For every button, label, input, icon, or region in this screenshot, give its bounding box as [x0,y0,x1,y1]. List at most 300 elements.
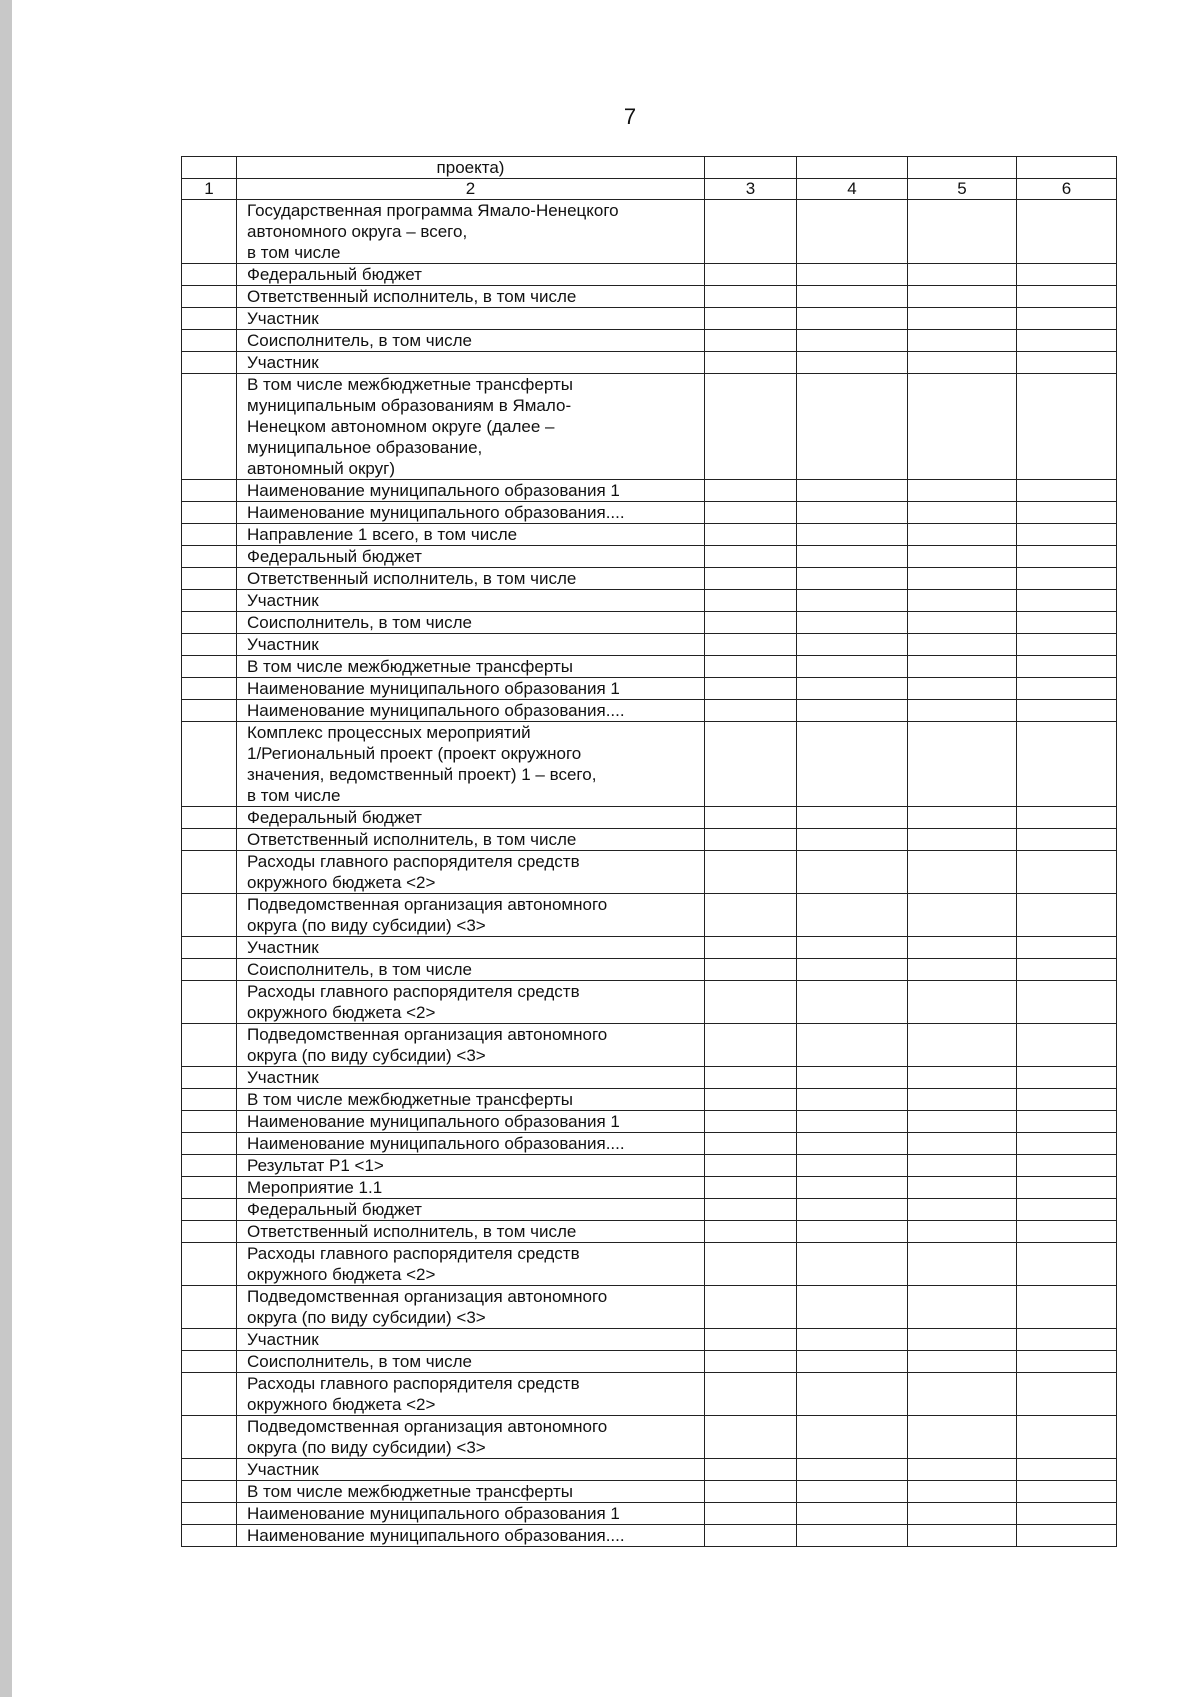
row-label: Наименование муниципального образования 1 [237,1111,705,1133]
table-row [182,330,1117,352]
table-row [182,1481,1117,1503]
table-cell [182,157,237,179]
table-row [182,1503,1117,1525]
row-label: Соисполнитель, в том числе [237,959,705,981]
table-cell [182,264,237,286]
row-label: Ответственный исполнитель, в том числе [237,286,705,308]
table-row [182,590,1117,612]
table-cell [705,524,797,546]
table-cell [908,480,1017,502]
table-cell [1017,1373,1117,1416]
table-row [182,502,1117,524]
table-cell [182,590,237,612]
table-cell [182,1199,237,1221]
table-cell [1017,1199,1117,1221]
table-cell [797,1067,908,1089]
table-cell [182,1503,237,1525]
table-row [182,568,1117,590]
table-cell [182,200,237,264]
row-label: Участник [237,590,705,612]
table-row [182,981,1117,1024]
table-cell [1017,851,1117,894]
table-cell [705,200,797,264]
column-number: 3 [705,179,797,200]
table-cell [182,1459,237,1481]
table-row [182,1286,1117,1329]
row-label: Ответственный исполнитель, в том числе [237,1221,705,1243]
table-row [182,700,1117,722]
table-row [182,959,1117,981]
table-cell [705,1089,797,1111]
table-cell [1017,894,1117,937]
row-label: Участник [237,308,705,330]
table-row [182,678,1117,700]
table-cell [182,829,237,851]
table-cell [797,1221,908,1243]
table-cell [182,1024,237,1067]
table-cell [182,1329,237,1351]
table-cell [705,700,797,722]
table-cell [705,330,797,352]
row-label: Участник [237,1459,705,1481]
table-cell [182,502,237,524]
table-cell [797,1133,908,1155]
table-cell [705,352,797,374]
table-cell [1017,1481,1117,1503]
row-label: Расходы главного распорядителя средств окружного бюджета <2> [237,981,705,1024]
table-cell [908,1243,1017,1286]
table-cell [1017,678,1117,700]
row-label: В том числе межбюджетные трансферты муниципальным образованиям в Ямало- Ненецком автономном округе (далее – муниципальное образование, автономный округ) [237,374,705,480]
table-cell [908,1503,1017,1525]
table-cell [1017,200,1117,264]
table-cell [705,1221,797,1243]
table-cell [705,1459,797,1481]
table-cell [908,1024,1017,1067]
table-cell [1017,502,1117,524]
table-cell [908,700,1017,722]
table-cell [705,1329,797,1351]
table-cell [705,1199,797,1221]
table-cell [908,524,1017,546]
row-label: В том числе межбюджетные трансферты [237,1089,705,1111]
row-label: Подведомственная организация автономного округа (по виду субсидии) <3> [237,1416,705,1459]
table-cell [182,286,237,308]
table-cell [797,1286,908,1329]
row-label: Мероприятие 1.1 [237,1177,705,1199]
table-cell [705,286,797,308]
table-cell [705,1111,797,1133]
table-cell [182,1155,237,1177]
table-cell [1017,546,1117,568]
table-row [182,1329,1117,1351]
table-row [182,937,1117,959]
table-cell [182,612,237,634]
table-cell [908,1111,1017,1133]
table-cell [182,1177,237,1199]
table-cell [705,374,797,480]
table-cell [705,590,797,612]
table-cell [1017,1177,1117,1199]
table-cell [1017,1024,1117,1067]
table-cell [908,330,1017,352]
table-cell [182,1373,237,1416]
table-cell [797,1111,908,1133]
budget-table [181,156,1117,1547]
table-cell [705,678,797,700]
table-cell [705,1373,797,1416]
table-cell [182,722,237,807]
row-label: Наименование муниципального образования 1 [237,1503,705,1525]
table-cell [182,1351,237,1373]
table-cell [908,1067,1017,1089]
row-label: Наименование муниципального образования.... [237,1133,705,1155]
continued-header-text: проекта) [237,157,705,179]
table-cell [908,829,1017,851]
table-cell [182,524,237,546]
column-number-row [182,179,1117,200]
table-cell [908,1199,1017,1221]
table-cell [705,480,797,502]
table-cell [797,700,908,722]
table-row [182,1177,1117,1199]
table-cell [797,1177,908,1199]
table-cell [797,502,908,524]
table-cell [182,352,237,374]
table-cell [797,1373,908,1416]
table-cell [797,1525,908,1547]
row-label: Подведомственная организация автономного округа (по виду субсидии) <3> [237,1286,705,1329]
row-label: Наименование муниципального образования.... [237,700,705,722]
table-cell [1017,1286,1117,1329]
table-cell [705,502,797,524]
table-cell [705,851,797,894]
table-cell [1017,829,1117,851]
row-label: Федеральный бюджет [237,807,705,829]
table-cell [908,200,1017,264]
table-cell [1017,157,1117,179]
table-cell [908,959,1017,981]
page-number: 7 [623,104,637,129]
table-cell [705,568,797,590]
table-cell [182,1067,237,1089]
table-cell [1017,480,1117,502]
table-cell [908,1373,1017,1416]
table-cell [908,851,1017,894]
table-cell [797,546,908,568]
row-label: Соисполнитель, в том числе [237,612,705,634]
row-label: Ответственный исполнитель, в том числе [237,568,705,590]
row-label: Наименование муниципального образования 1 [237,480,705,502]
row-label: Подведомственная организация автономного округа (по виду субсидии) <3> [237,1024,705,1067]
table-cell [182,308,237,330]
table-cell [908,590,1017,612]
table-cell [1017,308,1117,330]
table-cell [705,1067,797,1089]
row-label: Комплекс процессных мероприятий 1/Региональный проект (проект окружного значения, ведомственный проект) 1 – всего, в том числе [237,722,705,807]
table-cell [705,264,797,286]
table-cell [182,1481,237,1503]
table-cell [908,1155,1017,1177]
table-cell [908,1459,1017,1481]
table-cell [705,1525,797,1547]
table-cell [797,1351,908,1373]
table-cell [182,1525,237,1547]
table-cell [797,590,908,612]
table-cell [797,352,908,374]
table-cell [182,568,237,590]
table-cell [797,851,908,894]
table-row [182,1024,1117,1067]
table-row [182,546,1117,568]
table-cell [182,1243,237,1286]
row-label: Расходы главного распорядителя средств окружного бюджета <2> [237,851,705,894]
row-label: Результат Р1 <1> [237,1155,705,1177]
table-cell [705,612,797,634]
table-cell [797,157,908,179]
table-cell [797,330,908,352]
table-cell [908,981,1017,1024]
table-row [182,612,1117,634]
table-row [182,286,1117,308]
table-cell [182,981,237,1024]
table-row [182,1373,1117,1416]
table-cell [182,1133,237,1155]
table-cell [908,656,1017,678]
table-cell [1017,1351,1117,1373]
table-cell [908,352,1017,374]
table-cell [182,1286,237,1329]
table-cell [908,1481,1017,1503]
table-cell [908,634,1017,656]
table-row [182,524,1117,546]
row-label: Направление 1 всего, в том числе [237,524,705,546]
table-cell [797,200,908,264]
table-cell [908,612,1017,634]
table-cell [182,959,237,981]
table-row [182,851,1117,894]
row-label: Участник [237,634,705,656]
row-label: Участник [237,937,705,959]
table-cell [182,1221,237,1243]
table-cell [182,1416,237,1459]
table-cell [797,1243,908,1286]
table-cell [797,264,908,286]
table-continuation-row [182,157,1117,179]
table-cell [1017,1459,1117,1481]
table-cell [705,807,797,829]
table-cell [182,678,237,700]
table-cell [797,480,908,502]
row-label: Участник [237,1329,705,1351]
table-row [182,480,1117,502]
table-cell [182,937,237,959]
table-cell [797,1024,908,1067]
table-cell [1017,937,1117,959]
table-cell [797,634,908,656]
table-cell [908,502,1017,524]
table-row [182,1067,1117,1089]
table-cell [908,308,1017,330]
table-cell [705,981,797,1024]
table-cell [1017,634,1117,656]
row-label: Федеральный бюджет [237,264,705,286]
table-cell [1017,959,1117,981]
table-cell [908,894,1017,937]
table-cell [182,894,237,937]
table-cell [1017,981,1117,1024]
table-cell [797,568,908,590]
table-cell [1017,264,1117,286]
row-label: Наименование муниципального образования.... [237,1525,705,1547]
row-label: Расходы главного распорядителя средств окружного бюджета <2> [237,1243,705,1286]
table-row [182,1459,1117,1481]
row-label: Наименование муниципального образования 1 [237,678,705,700]
table-cell [182,374,237,480]
table-cell [797,612,908,634]
table-cell [705,1286,797,1329]
table-cell [182,807,237,829]
table-cell [797,981,908,1024]
table-cell [705,1503,797,1525]
table-cell [1017,1133,1117,1155]
row-label: Участник [237,1067,705,1089]
table-cell [705,1133,797,1155]
table-cell [797,374,908,480]
table-row [182,1089,1117,1111]
table-cell [1017,1155,1117,1177]
table-cell [1017,1243,1117,1286]
table-cell [705,546,797,568]
row-label: Федеральный бюджет [237,546,705,568]
table-cell [182,546,237,568]
table-cell [797,1481,908,1503]
table-cell [908,1416,1017,1459]
table-cell [182,1111,237,1133]
table-row [182,1155,1117,1177]
table-cell [705,1155,797,1177]
column-number: 6 [1017,179,1117,200]
table-cell [705,894,797,937]
table-row [182,1133,1117,1155]
table-cell [1017,1067,1117,1089]
row-label: Наименование муниципального образования.... [237,502,705,524]
table-cell [1017,374,1117,480]
table-cell [1017,524,1117,546]
table-cell [797,1416,908,1459]
column-number: 2 [237,179,705,200]
scan-edge-strip [0,0,12,1697]
table-cell [797,1199,908,1221]
table-row [182,894,1117,937]
table-row [182,656,1117,678]
row-label: В том числе межбюджетные трансферты [237,1481,705,1503]
row-label: Государственная программа Ямало-Ненецкого автономного округа – всего, в том числе [237,200,705,264]
table-cell [908,937,1017,959]
table-cell [1017,612,1117,634]
column-number: 4 [797,179,908,200]
table-cell [1017,1416,1117,1459]
table-cell [797,807,908,829]
table-cell [705,937,797,959]
table-cell [908,1525,1017,1547]
table-cell [797,308,908,330]
table-cell [705,1481,797,1503]
table-cell [797,722,908,807]
table-cell [705,1243,797,1286]
table-row [182,1243,1117,1286]
table-row [182,634,1117,656]
table-cell [908,264,1017,286]
table-cell [182,330,237,352]
table-row [182,374,1117,480]
table-row [182,1351,1117,1373]
table-cell [797,1459,908,1481]
table-cell [797,656,908,678]
table-cell [908,1089,1017,1111]
table-cell [908,1351,1017,1373]
row-label: Соисполнитель, в том числе [237,330,705,352]
table-row [182,722,1117,807]
table-row [182,264,1117,286]
table-cell [705,1024,797,1067]
table-cell [705,308,797,330]
table-cell [705,157,797,179]
table-cell [908,374,1017,480]
table-cell [1017,352,1117,374]
row-label: Федеральный бюджет [237,1199,705,1221]
table-cell [797,937,908,959]
table-cell [1017,286,1117,308]
table-cell [908,546,1017,568]
table-cell [1017,330,1117,352]
table-cell [908,678,1017,700]
table-cell [1017,590,1117,612]
table-row [182,352,1117,374]
table-cell [908,568,1017,590]
table-cell [908,1221,1017,1243]
table-cell [182,656,237,678]
table-cell [908,286,1017,308]
table-cell [908,722,1017,807]
table-cell [705,722,797,807]
table-cell [1017,1221,1117,1243]
table-cell [908,157,1017,179]
table-cell [908,1329,1017,1351]
table-cell [1017,1329,1117,1351]
table-cell [705,634,797,656]
table-cell [705,1416,797,1459]
table-row [182,1416,1117,1459]
table-row [182,1525,1117,1547]
table-cell [908,1177,1017,1199]
table-cell [797,1329,908,1351]
table-cell [182,634,237,656]
table-cell [908,1286,1017,1329]
table-cell [182,1089,237,1111]
table-cell [1017,568,1117,590]
table-cell [182,480,237,502]
table-cell [797,1089,908,1111]
table-cell [1017,722,1117,807]
table-cell [1017,1089,1117,1111]
table-row [182,807,1117,829]
row-label: В том числе межбюджетные трансферты [237,656,705,678]
table-cell [1017,807,1117,829]
table-cell [797,524,908,546]
table-cell [797,829,908,851]
table-cell [705,1351,797,1373]
